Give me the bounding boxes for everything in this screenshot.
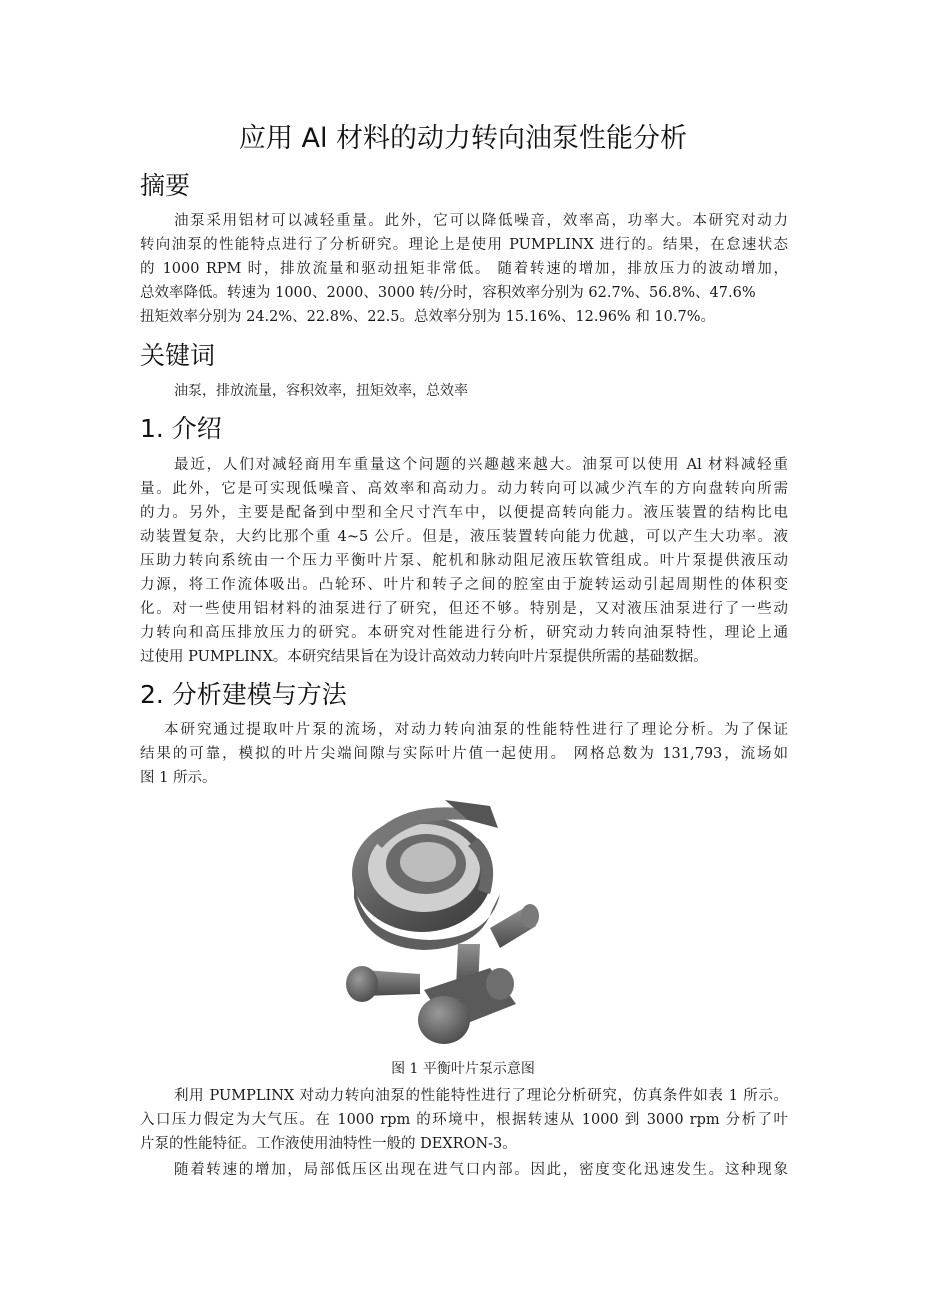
abstract-line: 油泵采用铝材可以减轻重量。此外，它可以降低噪音，效率高，功率大。本研究对动力 <box>174 213 788 229</box>
intro-line: 最近，人们对减轻商用车重量这个问题的兴趣越来越大。油泵可以使用 Al 材料减轻重 <box>174 457 788 473</box>
intro-line: 的力。另外，主要是配备到中型和全尺寸汽车中，以便提高转向能力。液压装置的结构比电 <box>140 505 788 521</box>
method-line: 结果的可靠，模拟的叶片尖端间隙与实际叶片值一起使用。 网格总数为 131,793，流场如 <box>140 746 788 762</box>
method-heading: 2. 分析建模与方法 <box>140 680 347 709</box>
abstract-line: 转向油泵的性能特点进行了分析研究。理论上是使用 PUMPLINX 进行的。结果，在怠速状态 <box>140 237 788 253</box>
results-line: 随着转速的增加，局部低压区出现在进气口内部。因此，密度变化迅速发生。这种现象 <box>174 1162 788 1178</box>
method-paragraph <box>140 718 788 790</box>
method-line: 图 1 所示。 <box>140 770 217 786</box>
keywords-heading: 关键词 <box>140 341 216 370</box>
abstract-line: 扭矩效率分别为 24.2%、22.8%、22.5。总效率分别为 15.16%、12.96% 和 10.7%。 <box>140 309 715 325</box>
simulation-line: 入口压力假定为大气压。在 1000 rpm 的环境中，根据转速从 1000 到 3000 rpm 分析了叶 <box>140 1112 788 1128</box>
abstract-paragraph <box>140 209 788 329</box>
keywords-text: 油泵，排放流量，容积效率，扭矩效率，总效率 <box>174 383 468 399</box>
intro-line: 量。此外，它是可实现低噪音、高效率和高动力。动力转向可以减少汽车的方向盘转向所需 <box>140 481 788 497</box>
simulation-paragraph <box>140 1084 788 1156</box>
abstract-line: 的 1000 RPM 时，排放流量和驱动扭矩非常低。 随着转速的增加，排放压力的波动增加， <box>140 261 788 277</box>
simulation-line: 片泵的性能特征。工作液使用油特性一般的 DEXRON-3。 <box>140 1136 517 1152</box>
pump-body-shape <box>346 800 539 1044</box>
simulation-line: 利用 PUMPLINX 对动力转向油泵的性能特性进行了理论分析研究，仿真条件如表 1 所示。 <box>174 1088 788 1104</box>
results-paragraph <box>140 1158 788 1182</box>
figure-caption: 图 1 平衡叶片泵示意图 <box>391 1061 535 1077</box>
intro-line: 动装置复杂，大约比那个重 4~5 公斤。但是，液压装置转向能力优越，可以产生大功率。液 <box>140 529 788 545</box>
method-line: 本研究通过提取叶片泵的流场，对动力转向油泵的性能特性进行了理论分析。为了保证 <box>164 722 788 738</box>
abstract-heading: 摘要 <box>140 171 191 200</box>
paper-title: 应用 Al 材料的动力转向油泵性能分析 <box>238 123 688 154</box>
figure-1-vane-pump-model <box>340 798 554 1050</box>
intro-line: 过使用 PUMPLINX。本研究结果旨在为设计高效动力转向叶片泵提供所需的基础数据。 <box>140 649 708 665</box>
intro-line: 化。对一些使用铝材料的油泵进行了研究，但还不够。特别是，又对液压油泵进行了一些动 <box>140 601 788 617</box>
intro-paragraph <box>140 453 788 669</box>
intro-line: 力转向和高压排放压力的研究。本研究对性能进行分析，研究动力转向油泵特性，理论上通 <box>140 625 788 641</box>
abstract-line: 总效率降低。转速为 1000、2000、3000 转/分时，容积效率分别为 62.7%、56.8%、47.6% <box>140 285 756 301</box>
intro-line: 力源，将工作流体吸出。凸轮环、叶片和转子之间的腔室由于旋转运动引起周期性的体积变 <box>140 577 788 593</box>
intro-heading: 1. 介绍 <box>140 414 222 443</box>
intro-line: 压助力转向系统由一个压力平衡叶片泵、舵机和脉动阻尼液压软管组成。叶片泵提供液压动 <box>140 553 788 569</box>
